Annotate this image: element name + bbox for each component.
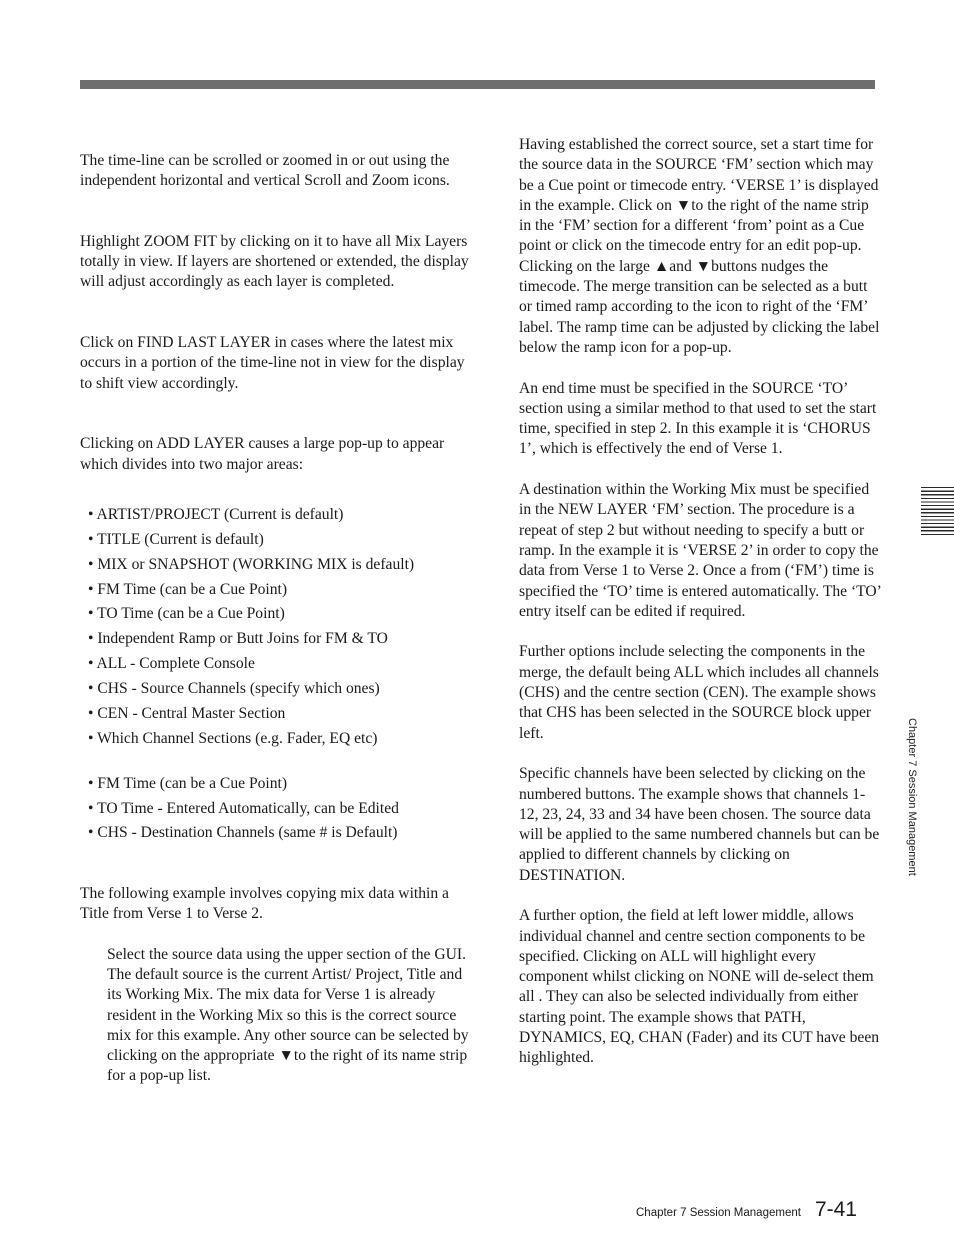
paragraph-step-4: A destination within the Working Mix must be specified in the NEW LAYER ‘FM’ section. The procedure is a repeat of step 2 but without needing to specify a butt or ramp. In the example it is ‘VERSE 2’ in order to copy the data from Verse 1 to Verse 2. Once a from (‘FM’) time is specified the ‘TO’ time is entered automatically. The ‘TO’ entry itself can be edited if required.	[519, 481, 881, 620]
list-item: • CHS - Source Channels (specify which ones)	[88, 680, 380, 698]
list-item: • CHS - Destination Channels (same # is Default)	[88, 824, 398, 842]
paragraph-example-intro: The following example involves copying mix data within a Title from Verse 1 to Verse 2.	[80, 884, 449, 923]
list-item: • Which Channel Sections (e.g. Fader, EQ etc)	[88, 729, 378, 747]
list-item: • TITLE (Current is default)	[88, 530, 264, 548]
chapter-tab-marker	[921, 487, 954, 537]
paragraph-step-3: An end time must be specified in the SOURCE ‘TO’ section using a similar method to that used to set the start time, specified in step 2. In this example it is ‘CHORUS 1’, which is effectively the end of Verse 1.	[519, 379, 877, 458]
left-column	[80, 151, 475, 1087]
paragraph-step-7: A further option, the field at left lower middle, allows individual channel and centre section components to be specified. Clicking on ALL will highlight every component whilst clicking on NONE will de-select them all . They can also be selected individually from either starting point. The example shows that PATH, DYNAMICS, EQ, CHAN (Fader) and its CUT have been highlighted.	[519, 907, 880, 1067]
list-item: • ALL - Complete Console	[88, 655, 255, 673]
page-number: 7-41	[814, 1198, 857, 1221]
list-item: • FM Time (can be a Cue Point)	[88, 580, 288, 598]
list-item: • MIX or SNAPSHOT (WORKING MIX is default)	[88, 555, 415, 573]
footer-chapter-title: Chapter 7 Session Management	[636, 1207, 801, 1219]
paragraph-step-6: Specific channels have been selected by clicking on the numbered buttons. The example shows that channels 1-12, 23, 24, 33 and 34 have been chosen. The source data will be applied to the same numbered channels but can be applied to different channels by clicking on DESTINATION.	[519, 765, 880, 884]
source-options-list	[80, 505, 475, 749]
paragraph-scroll-zoom: The time-line can be scrolled or zoomed in or out using the independent horizontal and vertical Scroll and Zoom icons.	[80, 152, 450, 190]
side-chapter-label: Chapter 7 Session Management	[906, 718, 918, 876]
list-item: • TO Time - Entered Automatically, can be Edited	[88, 799, 399, 817]
list-item: • FM Time (can be a Cue Point)	[88, 774, 288, 792]
header-rule	[80, 80, 875, 89]
paragraph-step-2: Having established the correct source, set a start time for the source data in the SOURCE ‘FM’ section which may be a Cue point or timecode entry. ‘VERSE 1’ is displayed in the example. Click on ▼to the right of the name strip in the ‘FM’ section for a different ‘from’ point as a Cue point or click on the timecode entry for an edit pop-up. Clicking on the large ▲and ▼buttons nudges the timecode. The merge transition can be selected as a butt or timed ramp according to the icon to right of the ‘FM’ label. The ramp time can be adjusted by clicking the label below the ramp icon for a pop-up.	[519, 136, 880, 356]
list-item: • CEN - Central Master Section	[88, 704, 286, 722]
list-item: • ARTIST/PROJECT (Current is default)	[88, 505, 344, 523]
paragraph-add-layer: Clicking on ADD LAYER causes a large pop-up to appear which divides into two major areas:	[80, 435, 445, 473]
paragraph-zoom-fit: Highlight ZOOM FIT by clicking on it to have all Mix Layers totally in view. If layers are shortened or extended, the display will adjust accordingly as each layer is completed.	[80, 232, 469, 291]
right-column	[519, 135, 881, 1069]
paragraph-step-5: Further options include selecting the components in the merge, the default being ALL which includes all channels (CHS) and the centre section (CEN). The example shows that CHS has been selected in the SOURCE block upper left.	[519, 643, 879, 742]
list-item: • Independent Ramp or Butt Joins for FM & TO	[88, 630, 388, 648]
paragraph-step-1: Select the source data using the upper section of the GUI. The default source is the current Artist/ Project, Title and its Working Mix. The mix data for Verse 1 is already resident in the Working Mix so this is the correct source mix for this example. Any other source can be selected by clicking on the appropriate ▼to the right of its name strip for a pop-up list.	[107, 945, 469, 1085]
paragraph-find-last-layer: Click on FIND LAST LAYER in cases where the latest mix occurs in a portion of the time-line not in view for the display to shift view accordingly.	[80, 334, 465, 392]
list-item: • TO Time (can be a Cue Point)	[88, 605, 285, 623]
page-footer	[636, 1198, 857, 1222]
destination-options-list	[80, 774, 475, 844]
